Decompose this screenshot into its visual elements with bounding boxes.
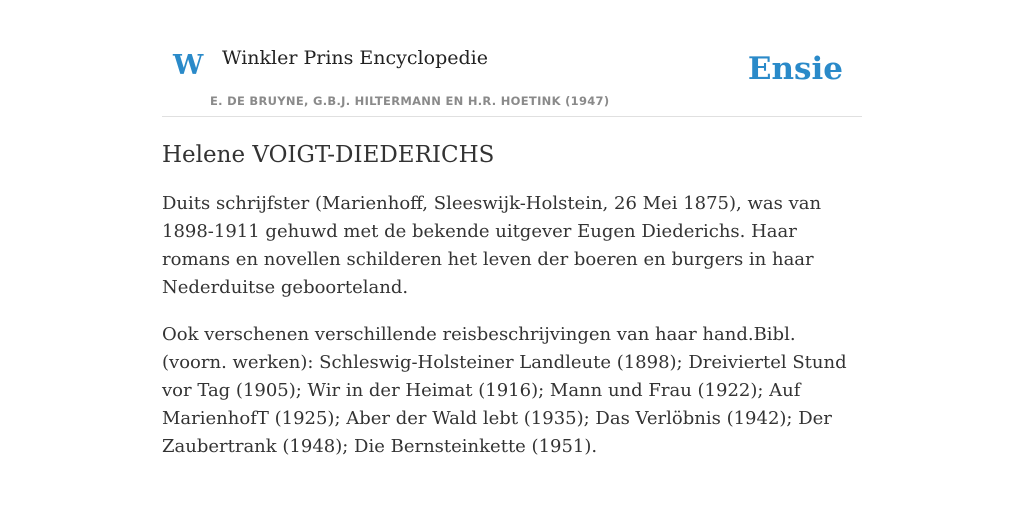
article-paragraph: Duits schrijfster (Marienhoff, Sleeswijk-Holstein, 26 Mei 1875), was van 1898-1911 gehuwd met de bekende uitgever Eugen Diederichs. Haar romans en novellen schilderen het leven der boeren en burgers in haar Nederduitse geboorteland. [162,193,822,298]
winkler-prins-logo[interactable]: W [173,50,204,81]
article-title: Helene VOIGT-DIEDERICHS [162,142,495,168]
article-paragraph: Ook verschenen verschillende reisbeschrijvingen van haar hand.Bibl. (voorn. werken): Schleswig-Holsteiner Landleute (1898); Dreiviertel Stund vor Tag (1905); Wir in der Heimat (1916); Mann und Frau (1922); Auf MarienhofT (1925); Aber der Wald lebt (1935); Das Verlöbnis (1942); Der Zaubertrank (1948); Die Bernsteinkette (1951). [162,324,847,457]
authors-line: E. DE BRUYNE, G.B.J. HILTERMANN EN H.R. HOETINK (1947) [210,94,610,108]
article [162,138,862,461]
header [162,0,862,117]
ensie-logo[interactable]: Ensie [747,51,843,87]
site-title[interactable]: Winkler Prins Encyclopedie [222,47,488,69]
